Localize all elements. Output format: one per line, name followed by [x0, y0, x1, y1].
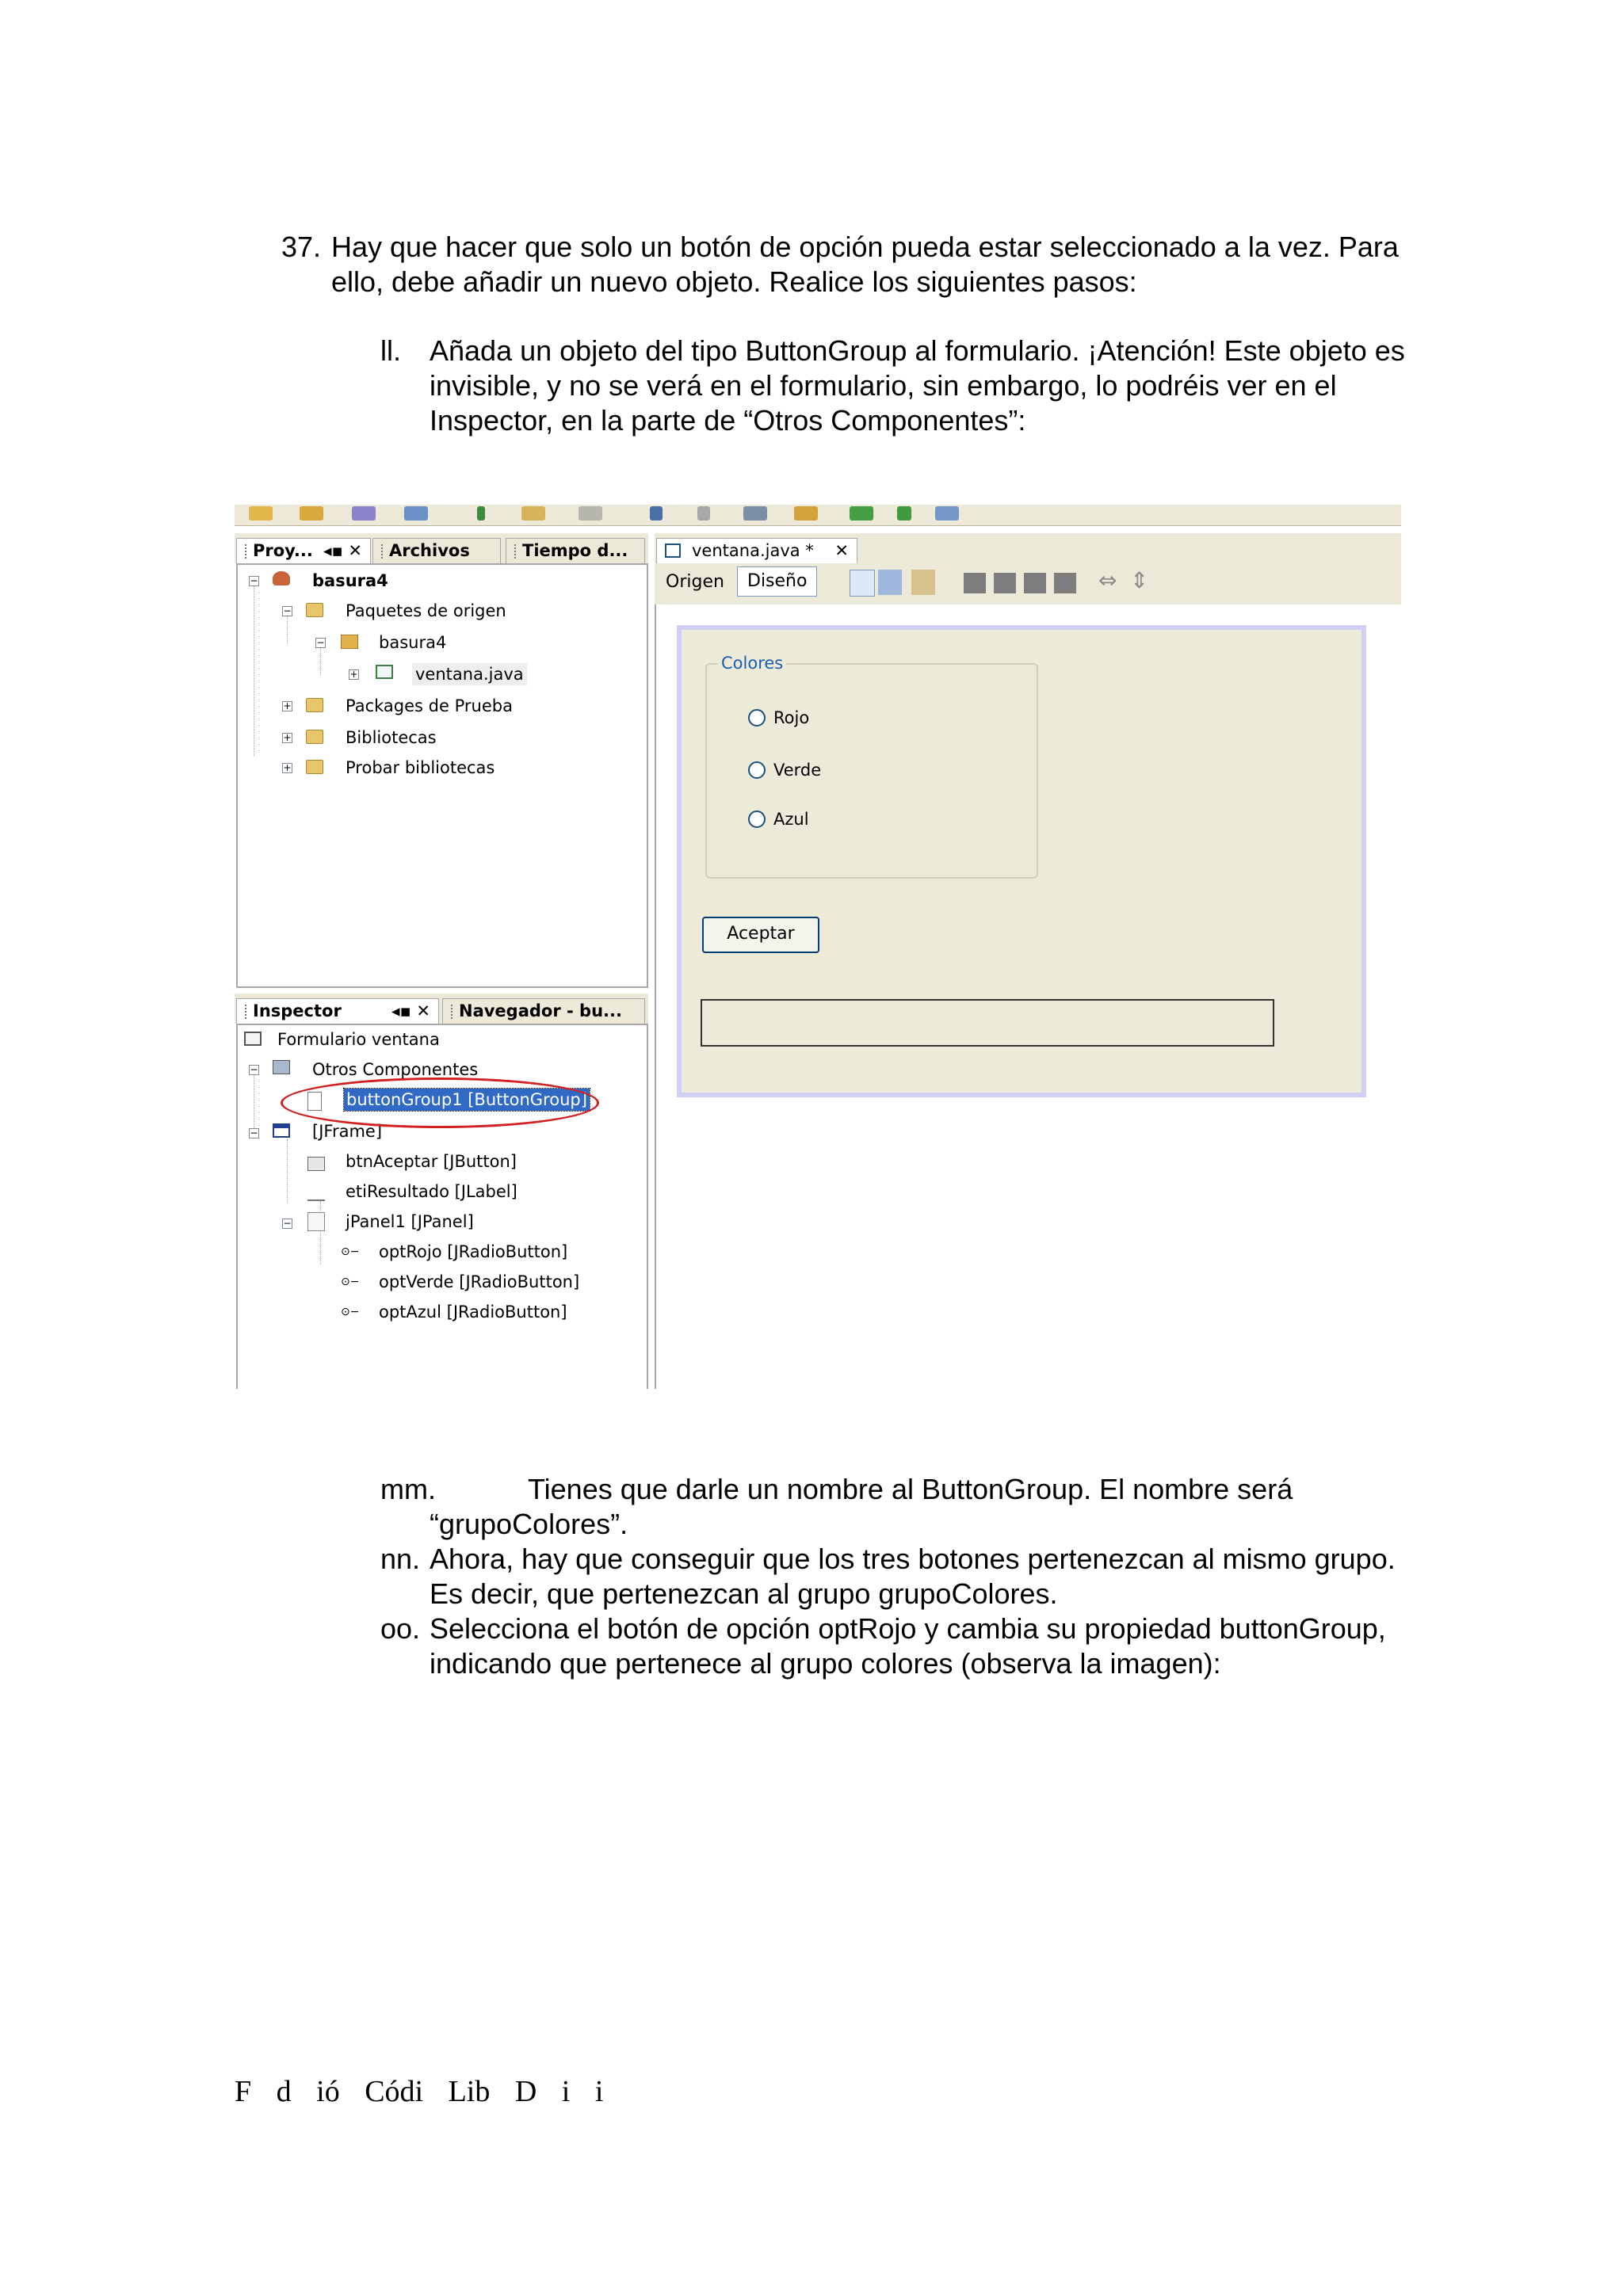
- tab-inspector[interactable]: [236, 998, 439, 1024]
- toolbar-clean-icon[interactable]: [794, 506, 818, 521]
- inspector-tabbar: [235, 994, 648, 1024]
- tree-file[interactable]: ventana.java: [412, 663, 527, 685]
- item-37-line2: ello, debe añadir un nuevo objeto. Realice los siguientes pasos:: [331, 265, 1137, 298]
- collapse-icon[interactable]: −: [250, 575, 258, 586]
- resize-vertical-icon[interactable]: ⇕: [1130, 567, 1149, 593]
- folder-icon: [306, 603, 323, 617]
- connection-mode-icon[interactable]: [878, 570, 902, 595]
- toolbar-new-project-icon[interactable]: [249, 506, 273, 521]
- item-nn-line1: Ahora, hay que conseguir que los tres botones pertenezcan al mismo grupo.: [430, 1543, 1396, 1575]
- collapse-icon[interactable]: −: [283, 605, 292, 616]
- radio-azul[interactable]: [748, 810, 766, 828]
- toolbar-save-all-icon[interactable]: [404, 506, 428, 521]
- page-footer: F d ió Códi Lib D i i: [235, 2075, 604, 2108]
- expand-icon[interactable]: +: [283, 700, 292, 711]
- item-ll-label: ll.: [380, 334, 401, 367]
- ide-toolbar: [235, 505, 1401, 526]
- java-form-icon: [376, 665, 393, 679]
- toolbar-copy-icon[interactable]: [579, 506, 602, 521]
- toolbar-save-icon[interactable]: [352, 506, 376, 521]
- inspector-btn-aceptar[interactable]: btnAceptar [JButton]: [346, 1152, 517, 1171]
- collapse-icon[interactable]: −: [250, 1064, 258, 1075]
- inspector-opt-verde[interactable]: optVerde [JRadioButton]: [379, 1272, 580, 1291]
- folder-icon: [306, 698, 323, 712]
- inspector-jframe[interactable]: [JFrame]: [312, 1122, 383, 1141]
- tree-test-libraries[interactable]: Probar bibliotecas: [346, 758, 495, 777]
- expand-icon[interactable]: +: [349, 669, 358, 680]
- library-folder-icon: [306, 730, 323, 744]
- collapse-icon[interactable]: −: [283, 1218, 292, 1229]
- tree-test-packages[interactable]: Packages de Prueba: [346, 696, 513, 715]
- item-ll-line3: Inspector, en la parte de “Otros Componentes”:: [430, 404, 1026, 437]
- align-top-icon[interactable]: [1024, 573, 1046, 593]
- close-icon[interactable]: ✕: [834, 541, 849, 560]
- selection-mode-icon[interactable]: [850, 570, 875, 597]
- expand-icon[interactable]: +: [283, 732, 292, 743]
- preview-design-icon[interactable]: [911, 570, 935, 595]
- aceptar-button[interactable]: Aceptar: [702, 917, 819, 953]
- tab-projects[interactable]: [236, 538, 371, 563]
- toolbar-cut-icon[interactable]: [521, 506, 545, 521]
- toolbar-open-icon[interactable]: [300, 506, 323, 521]
- inspector-opt-rojo[interactable]: optRojo [JRadioButton]: [379, 1242, 568, 1261]
- tab-ventana-java[interactable]: [656, 538, 857, 563]
- tree-root[interactable]: basura4: [312, 571, 388, 590]
- radio-button-icon: ⊙−: [341, 1276, 360, 1288]
- item-mm-label: mm.: [380, 1473, 436, 1505]
- item-nn-line2: Es decir, que pertenezcan al grupo grupoColores.: [430, 1577, 1058, 1610]
- toolbar-run-icon[interactable]: [477, 506, 485, 521]
- radio-rojo-label: Rojo: [773, 708, 810, 727]
- project-icon: [273, 571, 290, 585]
- toolbar-undo-icon[interactable]: [650, 506, 663, 521]
- jlabel-icon: [307, 1192, 325, 1201]
- inspector-tree-panel: [236, 1024, 648, 1389]
- radio-verde[interactable]: [748, 761, 766, 779]
- package-icon: [341, 635, 358, 649]
- align-bottom-icon[interactable]: [1054, 573, 1076, 593]
- tree-package[interactable]: basura4: [379, 633, 447, 652]
- tab-inspector-label: Inspector: [253, 1001, 342, 1020]
- item-mm-line1: Tienes que darle un nombre al ButtonGroup. El nombre será: [528, 1473, 1293, 1505]
- align-right-icon[interactable]: [994, 573, 1016, 593]
- form-file-icon: [665, 543, 681, 558]
- expand-icon[interactable]: +: [283, 762, 292, 773]
- tab-navigator[interactable]: [442, 998, 645, 1024]
- jframe-icon: [273, 1123, 290, 1138]
- radio-verde-label: Verde: [773, 761, 822, 780]
- netbeans-screenshot: [235, 505, 1401, 1389]
- close-icon[interactable]: ◂▪ ✕: [391, 1001, 430, 1020]
- inspector-jpanel[interactable]: jPanel1 [JPanel]: [346, 1212, 474, 1231]
- jbutton-icon: [307, 1157, 325, 1171]
- item-ll-line1: Añada un objeto del tipo ButtonGroup al formulario. ¡Atención! Este objeto es: [430, 334, 1405, 367]
- radio-button-icon: ⊙−: [341, 1306, 360, 1318]
- inspector-form[interactable]: Formulario ventana: [277, 1030, 440, 1049]
- radio-azul-label: Azul: [773, 810, 809, 829]
- resultado-label-box: [701, 999, 1274, 1047]
- colores-title: Colores: [718, 652, 786, 674]
- toolbar-debug-icon[interactable]: [850, 506, 873, 521]
- item-oo-label: oo.: [380, 1612, 421, 1645]
- inspector-other-components[interactable]: Otros Componentes: [312, 1060, 479, 1079]
- origen-view-button[interactable]: Origen: [666, 572, 724, 592]
- item-37-line1: Hay que hacer que solo un botón de opción pueda estar seleccionado a la vez. Para: [331, 231, 1399, 263]
- item-37-number: 37.: [281, 231, 322, 263]
- tab-files-label: Archivos: [389, 541, 470, 560]
- radio-rojo[interactable]: [748, 709, 766, 727]
- tab-files[interactable]: [372, 538, 501, 563]
- library-folder-icon: [306, 760, 323, 774]
- item-ll-line2: invisible, y no se verá en el formulario, sin embargo, lo podréis ver en el: [430, 369, 1337, 402]
- tree-source-packages[interactable]: Paquetes de origen: [346, 601, 506, 620]
- tab-runtime-label: Tiempo d...: [522, 541, 628, 560]
- project-tree-panel: [236, 563, 648, 988]
- radio-button-icon: ⊙−: [341, 1245, 360, 1258]
- align-left-icon[interactable]: [964, 573, 986, 593]
- toolbar-profile-icon[interactable]: [935, 506, 959, 521]
- tab-navigator-label: Navegador - bu...: [459, 1001, 622, 1020]
- form-preview: [677, 625, 1366, 1097]
- jpanel-icon: [307, 1212, 325, 1231]
- editor-view-bar: [655, 563, 1401, 605]
- toolbar-run-main-icon[interactable]: [897, 506, 911, 521]
- form-icon: [244, 1032, 262, 1046]
- item-oo-line2: indicando que pertenece al grupo colores (observa la imagen):: [430, 1647, 1221, 1680]
- project-tabbar: [235, 533, 648, 563]
- resize-horizontal-icon[interactable]: ⇔: [1098, 567, 1117, 593]
- inspector-opt-azul[interactable]: optAzul [JRadioButton]: [379, 1302, 567, 1322]
- toolbar-build-icon[interactable]: [743, 506, 767, 521]
- toolbar-redo-icon[interactable]: [697, 506, 710, 521]
- diseno-view-button[interactable]: Diseño: [737, 566, 817, 597]
- item-nn-label: nn.: [380, 1543, 421, 1575]
- inspector-eti-resultado[interactable]: etiResultado [JLabel]: [346, 1182, 517, 1201]
- tab-runtime[interactable]: [506, 538, 645, 563]
- tab-ventana-java-label: ventana.java *: [692, 541, 814, 560]
- components-icon: [273, 1060, 290, 1074]
- collapse-icon[interactable]: −: [250, 1127, 258, 1138]
- close-icon[interactable]: ◂▪ ✕: [323, 541, 362, 560]
- design-canvas: [655, 605, 1401, 1389]
- highlight-ellipse: [281, 1077, 599, 1128]
- collapse-icon[interactable]: −: [316, 637, 325, 648]
- editor-tabbar: [655, 533, 1401, 563]
- inspector-button-group-selected[interactable]: buttonGroup1 [ButtonGroup]: [344, 1089, 590, 1111]
- item-mm-line2: “grupoColores”.: [430, 1508, 628, 1540]
- item-oo-line1: Selecciona el botón de opción optRojo y cambia su propiedad buttonGroup,: [430, 1612, 1386, 1645]
- tree-libraries[interactable]: Bibliotecas: [346, 728, 437, 747]
- tab-projects-label: Proy...: [253, 541, 313, 560]
